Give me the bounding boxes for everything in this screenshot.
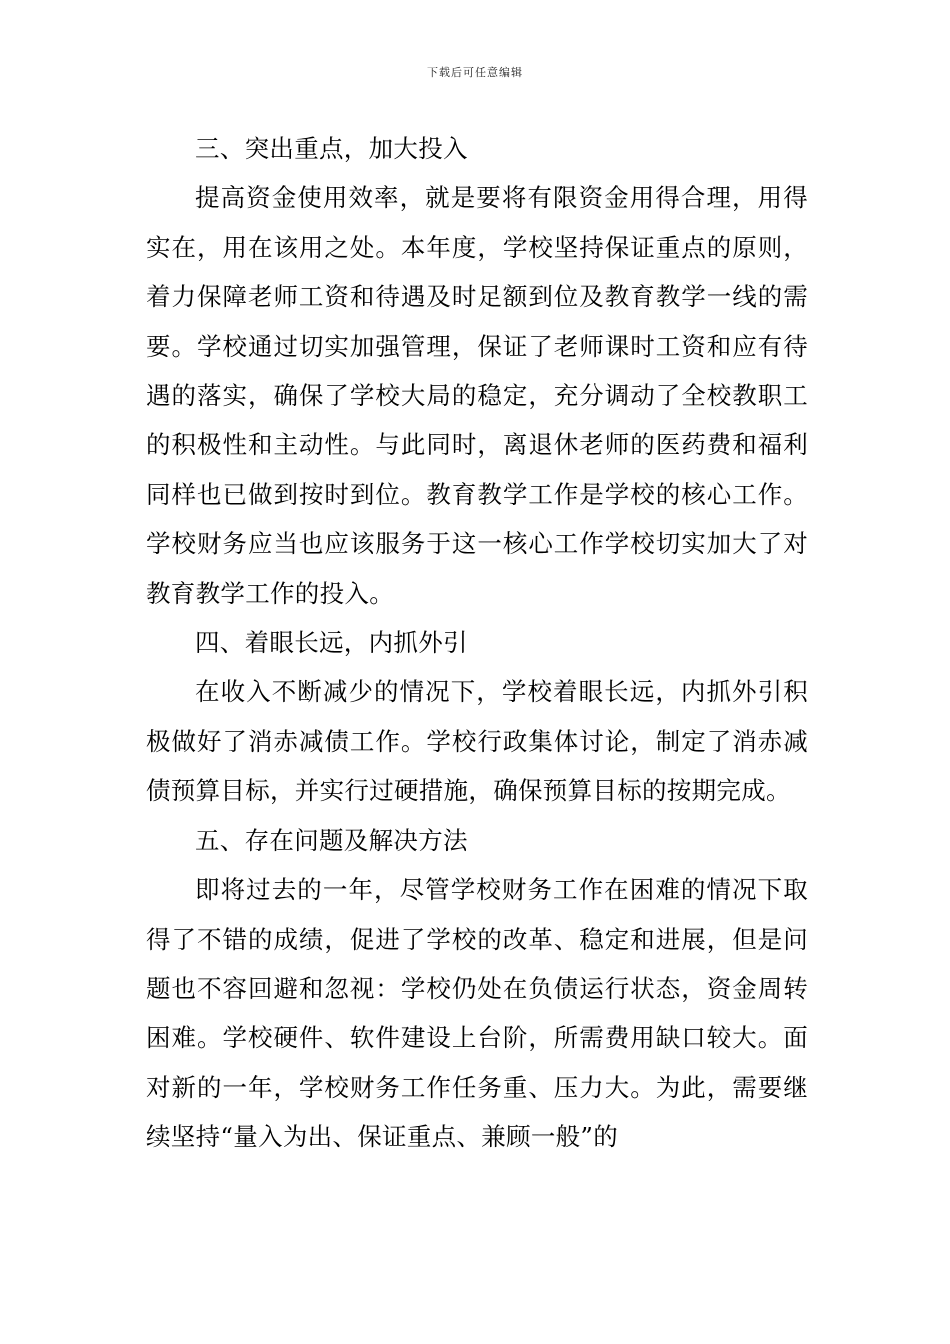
section-paragraph-5: 即将过去的一年，尽管学校财务工作在困难的情况下取得了不错的成绩，促进了学校的改革、稳定和进展，但是问题也不容回避和忽视：学校仍处在负债运行状态，资金周转困难。学校硬件、软件建设上台阶，所需费用缺口较大。面对新的一年，学校财务工作任务重、压力大。为此，需要继续坚持“量入为出、保证重点、兼顾一般”的	[146, 875, 808, 1152]
page-header-note: 下载后可任意编辑	[427, 66, 523, 79]
section-heading-3: 三、突出重点，加大投入	[195, 134, 468, 163]
section-paragraph-3: 提高资金使用效率，就是要将有限资金用得合理，用得实在，用在该用之处。本年度，学校坚持保证重点的原则，着力保障老师工资和待遇及时足额到位及教育教学一线的需要。学校通过切实加强管理，保证了老师课时工资和应有待遇的落实，确保了学校大局的稳定，充分调动了全校教职工的积极性和主动性。与此同时，离退休老师的医药费和福利同样也已做到按时到位。教育教学工作是学校的核心工作。学校财务应当也应该服务于这一核心工作学校切实加大了对教育教学工作的投入。	[146, 183, 808, 608]
section-heading-4: 四、着眼长远，内抓外引	[195, 628, 468, 658]
section-paragraph-4: 在收入不断减少的情况下，学校着眼长远，内抓外引积极做好了消赤减债工作。学校行政集体讨论，制定了消赤减债预算目标，并实行过硬措施，确保预算目标的按期完成。	[146, 677, 808, 806]
document-body	[146, 124, 808, 1162]
section-heading-5: 五、存在问题及解决方法	[195, 825, 468, 855]
